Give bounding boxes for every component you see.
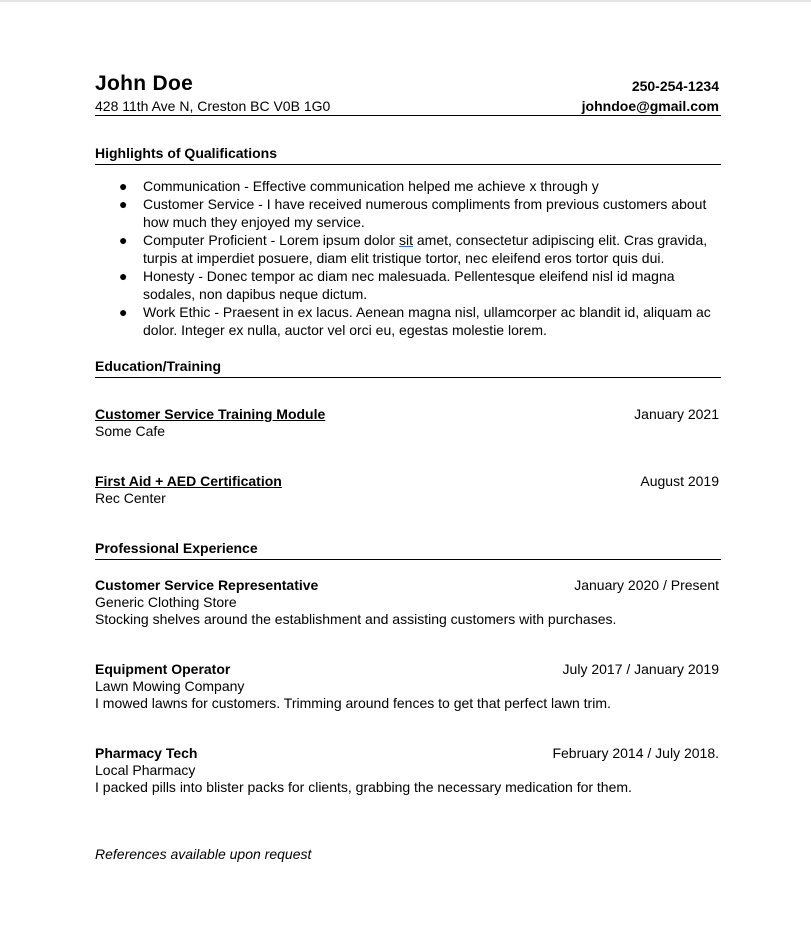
education-org: Rec Center bbox=[95, 490, 166, 506]
job-dates: January 2020 / Present bbox=[574, 577, 719, 593]
job-title: Customer Service Representative bbox=[95, 577, 319, 593]
section-title-education: Education/Training bbox=[95, 358, 721, 378]
references-note: References available upon request bbox=[95, 846, 312, 862]
education-entry bbox=[95, 473, 721, 507]
spellcheck-marked-word[interactable]: sit bbox=[399, 232, 413, 248]
education-name: Customer Service Training Module bbox=[95, 406, 326, 422]
highlights-list bbox=[95, 177, 721, 339]
job-company: Generic Clothing Store bbox=[95, 594, 237, 610]
job-dates: February 2014 / July 2018. bbox=[552, 745, 719, 761]
candidate-email: johndoe@gmail.com bbox=[581, 98, 719, 114]
job-company: Lawn Mowing Company bbox=[95, 678, 245, 694]
education-name: First Aid + AED Certification bbox=[95, 473, 282, 489]
highlight-text-before: Computer Proficient - Lorem ipsum dolor bbox=[143, 232, 399, 248]
education-date: January 2021 bbox=[634, 406, 719, 422]
section-title-highlights: Highlights of Qualifications bbox=[95, 145, 721, 165]
education-date: August 2019 bbox=[640, 473, 719, 489]
highlight-item bbox=[95, 177, 721, 195]
bullet-icon: ● bbox=[119, 178, 128, 194]
job-entry bbox=[95, 661, 721, 712]
education-org: Some Cafe bbox=[95, 423, 166, 439]
candidate-phone: 250-254-1234 bbox=[631, 78, 719, 94]
bullet-icon: ● bbox=[119, 304, 128, 320]
job-title: Pharmacy Tech bbox=[95, 745, 198, 761]
job-company: Local Pharmacy bbox=[95, 762, 196, 778]
job-entry bbox=[95, 577, 721, 628]
job-description: Stocking shelves around the establishment and assisting customers with purchases. bbox=[95, 611, 617, 627]
highlight-text: Honesty - Donec tempor ac diam nec malesuada. Pellentesque eleifend nisl id magna sodales, non dapibus neque dictum. bbox=[143, 268, 675, 302]
highlight-text: Customer Service - I have received numerous compliments from previous customers about how much they enjoyed my service. bbox=[143, 196, 707, 230]
highlight-text: Communication - Effective communication helped me achieve x through y bbox=[143, 178, 599, 194]
job-dates: July 2017 / January 2019 bbox=[562, 661, 719, 677]
highlight-item bbox=[95, 303, 721, 339]
job-description: I mowed lawns for customers. Trimming around fences to get that perfect lawn trim. bbox=[95, 695, 611, 711]
bullet-icon: ● bbox=[119, 232, 128, 248]
section-title-experience: Professional Experience bbox=[95, 540, 721, 560]
highlight-item bbox=[95, 195, 721, 231]
resume-header bbox=[95, 72, 721, 116]
education-entry bbox=[95, 406, 721, 440]
highlight-item bbox=[95, 267, 721, 303]
job-description: I packed pills into blister packs for clients, grabbing the necessary medication for them. bbox=[95, 779, 632, 795]
job-entry bbox=[95, 745, 721, 796]
top-border bbox=[0, 0, 811, 2]
highlight-text-after: amet, consectetur adipiscing elit. Cras gravida, turpis at imperdiet posuere, diam elit tristique tortor, nec eleifend eros tortor quis dui. bbox=[143, 232, 708, 266]
candidate-name: John Doe bbox=[95, 72, 194, 95]
highlight-item bbox=[95, 231, 721, 267]
highlight-text: Work Ethic - Praesent in ex lacus. Aenean magna nisl, ullamcorper ac blandit id, aliquam ac dolor. Integer ex nulla, auctor vel orci eu, egestas molestie lorem. bbox=[143, 304, 711, 338]
resume-page bbox=[95, 72, 721, 862]
bullet-icon: ● bbox=[119, 268, 128, 284]
bullet-icon: ● bbox=[119, 196, 128, 212]
job-title: Equipment Operator bbox=[95, 661, 231, 677]
candidate-address: 428 11th Ave N, Creston BC V0B 1G0 bbox=[95, 98, 331, 114]
